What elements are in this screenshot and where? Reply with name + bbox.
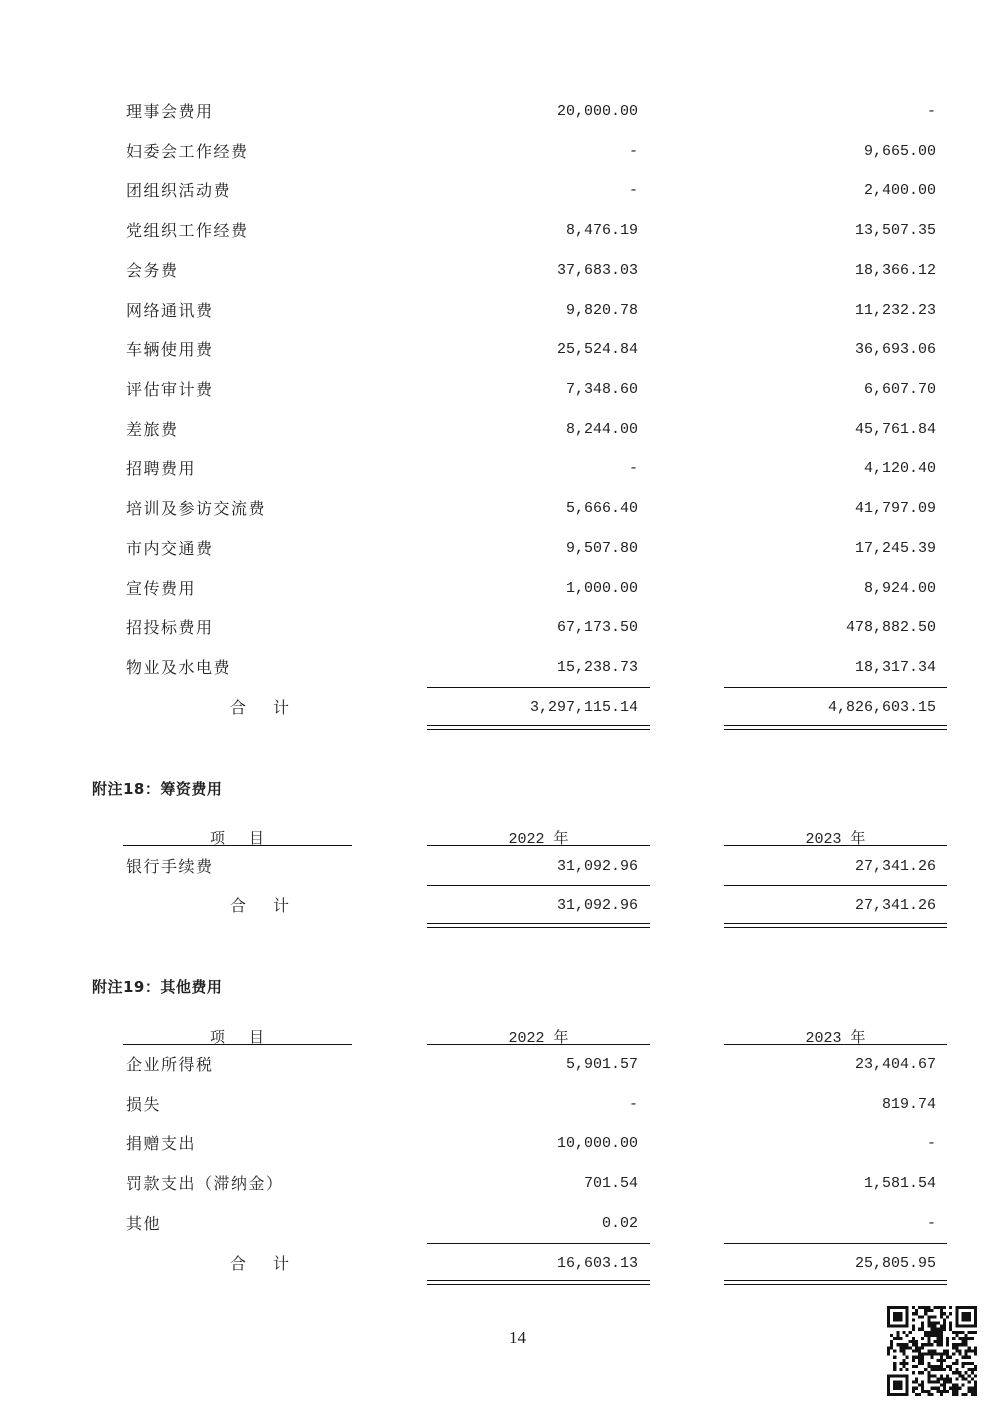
value-2022: 9,820.78 xyxy=(565,302,638,319)
table-row xyxy=(0,257,1000,285)
value-2022: 25,524.84 xyxy=(556,341,638,358)
value-2023: 18,366.12 xyxy=(854,262,936,279)
subtotal-rule xyxy=(724,687,947,688)
header-rule xyxy=(724,845,947,846)
row-label: 招投标费用 xyxy=(126,618,214,637)
table-row xyxy=(0,297,1000,325)
table-row xyxy=(0,1130,1000,1158)
row-label: 宣传费用 xyxy=(126,579,197,598)
value-2023: - xyxy=(926,1135,936,1152)
value-2023: 478,882.50 xyxy=(845,619,936,636)
table-row xyxy=(0,654,1000,682)
section-title: 附注18：筹资费用 xyxy=(92,780,223,798)
header-year-2022: 2022 年 xyxy=(508,831,569,848)
value-2023: 45,761.84 xyxy=(854,421,936,438)
value-2022: 8,244.00 xyxy=(565,421,638,438)
row-label: 罚款支出（滞纳金） xyxy=(126,1174,284,1193)
table-row xyxy=(0,416,1000,444)
value-2023: 819.74 xyxy=(881,1096,936,1113)
value-2022: - xyxy=(628,143,638,160)
subtotal-rule xyxy=(427,1243,650,1244)
header-rule xyxy=(427,845,650,846)
total-2023: 27,341.26 xyxy=(854,897,936,914)
value-2023: 11,232.23 xyxy=(854,302,936,319)
table-row xyxy=(0,1170,1000,1198)
row-label: 招聘费用 xyxy=(126,459,197,478)
value-2023: 6,607.70 xyxy=(863,381,936,398)
header-item-b: 目 xyxy=(249,829,266,847)
table-row xyxy=(0,376,1000,404)
value-2022: 15,238.73 xyxy=(556,659,638,676)
total-2023: 4,826,603.15 xyxy=(827,699,936,716)
row-label: 企业所得税 xyxy=(126,1055,214,1074)
total-row xyxy=(0,694,1000,722)
total-2022: 31,092.96 xyxy=(556,897,638,914)
total-label xyxy=(230,694,290,722)
value-2023: 13,507.35 xyxy=(854,222,936,239)
total-double-rule xyxy=(427,1280,650,1285)
total-label xyxy=(230,1250,290,1278)
table-row xyxy=(0,336,1000,364)
total-double-rule xyxy=(427,725,650,730)
total-row xyxy=(0,1250,1000,1278)
header-item-b: 目 xyxy=(249,1028,266,1046)
row-label: 损失 xyxy=(126,1095,162,1114)
row-label: 其他 xyxy=(126,1214,162,1233)
total-label-b: 计 xyxy=(272,1254,290,1273)
row-label: 培训及参访交流费 xyxy=(126,499,267,518)
value-2022: - xyxy=(628,460,638,477)
subtotal-rule xyxy=(427,885,650,886)
header-rule xyxy=(724,1044,947,1045)
value-2023: - xyxy=(926,103,936,120)
value-2023: 2,400.00 xyxy=(863,182,936,199)
table-row xyxy=(0,535,1000,563)
row-label: 差旅费 xyxy=(126,420,179,439)
value-2022: 701.54 xyxy=(583,1175,638,1192)
value-2023: 27,341.26 xyxy=(854,858,936,875)
table-row xyxy=(0,1091,1000,1119)
value-2022: 10,000.00 xyxy=(556,1135,638,1152)
row-label: 车辆使用费 xyxy=(126,340,214,359)
subtotal-rule xyxy=(427,687,650,688)
row-label: 网络通讯费 xyxy=(126,301,214,320)
row-label: 妇委会工作经费 xyxy=(126,142,249,161)
value-2023: 18,317.34 xyxy=(854,659,936,676)
table-row xyxy=(0,98,1000,126)
value-2022: 31,092.96 xyxy=(556,858,638,875)
row-label: 市内交通费 xyxy=(126,539,214,558)
total-double-rule xyxy=(724,1280,947,1285)
value-2022: 20,000.00 xyxy=(556,103,638,120)
table-row xyxy=(0,455,1000,483)
row-label: 理事会费用 xyxy=(126,102,214,121)
row-label: 评估审计费 xyxy=(126,380,214,399)
header-year-2023: 2023 年 xyxy=(805,1030,866,1047)
value-2023: 17,245.39 xyxy=(854,540,936,557)
qr-code-icon xyxy=(887,1306,977,1396)
row-label: 会务费 xyxy=(126,261,179,280)
value-2023: 1,581.54 xyxy=(863,1175,936,1192)
table-row xyxy=(0,177,1000,205)
table-row xyxy=(0,1051,1000,1079)
total-label xyxy=(230,892,290,920)
row-label: 党组织工作经费 xyxy=(126,221,249,240)
total-label-b: 计 xyxy=(272,698,290,717)
header-year-2022: 2022 年 xyxy=(508,1030,569,1047)
table-row xyxy=(0,853,1000,881)
total-label-a: 合 xyxy=(230,896,248,915)
page-number: 14 xyxy=(509,1328,526,1347)
row-label: 团组织活动费 xyxy=(126,181,232,200)
total-label-a: 合 xyxy=(230,1254,248,1273)
value-2023: 36,693.06 xyxy=(854,341,936,358)
table-row xyxy=(0,1210,1000,1238)
value-2022: 9,507.80 xyxy=(565,540,638,557)
value-2022: 7,348.60 xyxy=(565,381,638,398)
header-item-a: 项 xyxy=(209,1028,226,1046)
row-label: 银行手续费 xyxy=(126,857,214,876)
header-rule xyxy=(123,1044,352,1045)
table-row xyxy=(0,138,1000,166)
value-2022: - xyxy=(628,1096,638,1113)
value-2022: - xyxy=(628,182,638,199)
table-row xyxy=(0,495,1000,523)
total-2022: 3,297,115.14 xyxy=(529,699,638,716)
total-2023: 25,805.95 xyxy=(854,1255,936,1272)
value-2022: 8,476.19 xyxy=(565,222,638,239)
value-2022: 67,173.50 xyxy=(556,619,638,636)
header-item-a: 项 xyxy=(209,829,226,847)
table-row xyxy=(0,575,1000,603)
subtotal-rule xyxy=(724,885,947,886)
total-double-rule xyxy=(724,725,947,730)
total-label-a: 合 xyxy=(230,698,248,717)
total-2022: 16,603.13 xyxy=(556,1255,638,1272)
total-double-rule xyxy=(724,923,947,928)
row-label: 捐赠支出 xyxy=(126,1134,197,1153)
total-row xyxy=(0,892,1000,920)
row-label: 物业及水电费 xyxy=(126,658,232,677)
value-2022: 5,901.57 xyxy=(565,1056,638,1073)
total-label-b: 计 xyxy=(272,896,290,915)
value-2023: - xyxy=(926,1215,936,1232)
table-row xyxy=(0,614,1000,642)
header-rule xyxy=(427,1044,650,1045)
value-2022: 5,666.40 xyxy=(565,500,638,517)
value-2022: 37,683.03 xyxy=(556,262,638,279)
value-2023: 23,404.67 xyxy=(854,1056,936,1073)
header-year-2023: 2023 年 xyxy=(805,831,866,848)
value-2022: 0.02 xyxy=(601,1215,638,1232)
header-rule xyxy=(123,845,352,846)
table-row xyxy=(0,217,1000,245)
value-2023: 41,797.09 xyxy=(854,500,936,517)
value-2023: 8,924.00 xyxy=(863,580,936,597)
value-2023: 9,665.00 xyxy=(863,143,936,160)
section-title: 附注19：其他费用 xyxy=(92,978,223,996)
value-2022: 1,000.00 xyxy=(565,580,638,597)
value-2023: 4,120.40 xyxy=(863,460,936,477)
total-double-rule xyxy=(427,923,650,928)
subtotal-rule xyxy=(724,1243,947,1244)
